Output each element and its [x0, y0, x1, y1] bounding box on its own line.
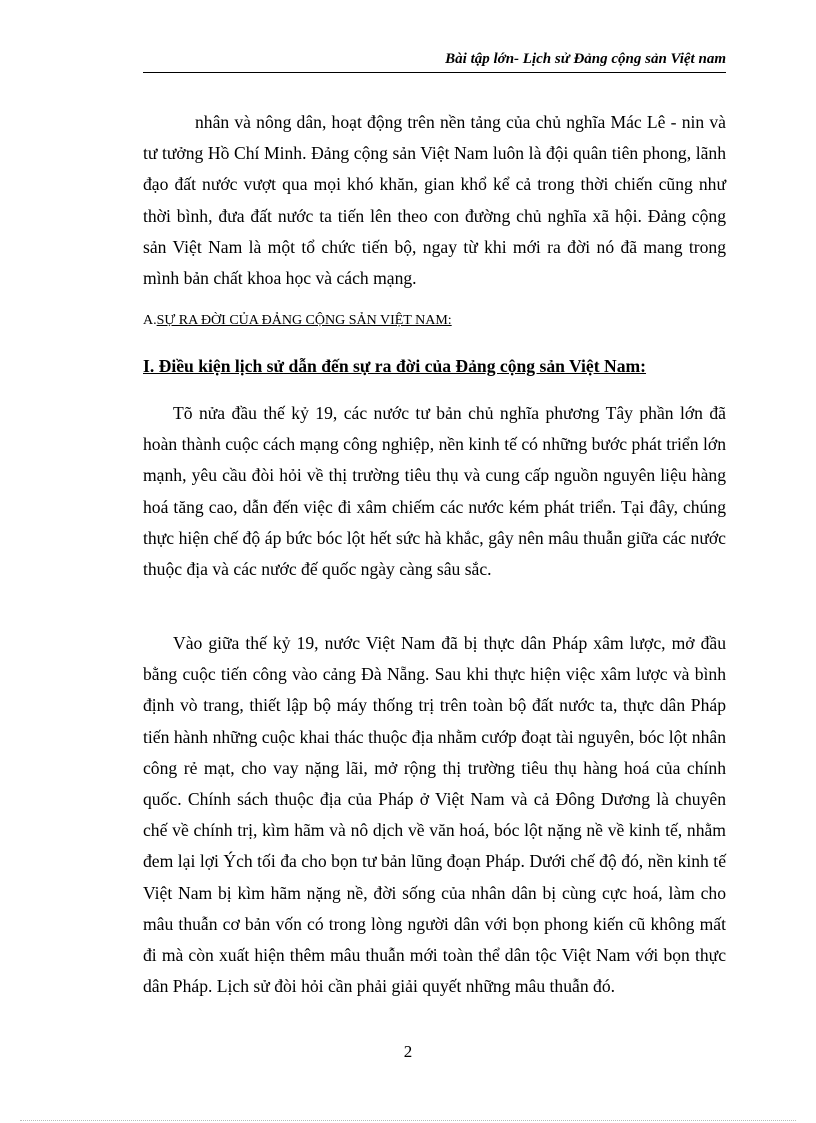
- page-number: 2: [403, 1042, 413, 1061]
- section-a-title: SỰ RA ĐỜI CỦA ĐẢNG CỘNG SẢN VIỆT NAM:: [156, 313, 452, 328]
- page-bottom-divider: [20, 1120, 796, 1121]
- intro-paragraph: nhân và nông dân, hoạt động trên nền tảng của chủ nghĩa Mác Lê - nin và tư tưởng Hồ Chí Minh. Đảng cộng sản Việt Nam luôn là đội quân tiên phong, lãnh đạo đất nước vượt qua mọi khó khăn, gian khổ kể cả trong thời chiến cũng như thời bình, đưa đất nước ta tiến lên theo con đường chủ nghĩa xã hội. Đảng cộng sản Việt Nam là một tổ chức tiến bộ, ngay từ khi mới ra đời nó đã mang trong mình bản chất khoa học và cách mạng.: [143, 112, 726, 289]
- header-title: Bài tập lớn- Lịch sử Đảng cộng sản Việt nam: [445, 51, 726, 67]
- section-a-heading: [143, 313, 452, 329]
- paragraph-french-colonization: Vào giữa thế kỷ 19, nước Việt Nam đã bị thực dân Pháp xâm lược, mở đầu bằng cuộc tiến công vào cảng Đà Nẵng. Sau khi thực hiện việc xâm lược và bình định vò trang, thiết lập bộ máy thống trị trên toàn bộ đất nước ta, thực dân Pháp tiến hành những cuộc khai thác thuộc địa nhằm cướp đoạt tài nguyên, bóc lột nhân công rẻ mạt, cho vay nặng lãi, mở rộng thị trường tiêu thụ hàng hoá của chính quốc. Chính sách thuộc địa của Pháp ở Việt Nam và cả Đông Dương là chuyên chế về chính trị, kìm hãm và nô dịch về văn hoá, bóc lột nặng nề về kinh tế, nhằm đem lại lợi Ých tối đa cho bọn tư bản lũng đoạn Pháp. Dưới chế độ đó, nền kinh tế Việt Nam bị kìm hãm nặng nề, đời sống của nhân dân bị cùng cực hoá, làm cho mâu thuẫn cơ bản vốn có trong lòng người dân với bọn phong kiến cũ không mất đi mà còn xuất hiện thêm mâu thuẫn mới toàn thể dân tộc Việt Nam với bọn thực dân Pháp. Lịch sử đòi hỏi cần phải giải quyết những mâu thuẫn đó.: [143, 633, 726, 997]
- section-1-heading: I. Điều kiện lịch sử dẫn đến sự ra đời của Đảng cộng sản Việt Nam:: [143, 356, 647, 376]
- paragraph-historical-conditions: Tõ nửa đầu thế kỷ 19, các nước tư bản chủ nghĩa phương Tây phần lớn đã hoàn thành cuộc cách mạng công nghiệp, nền kinh tế có những bước phát triển lớn mạnh, yêu cầu đòi hỏi về thị trường tiêu thụ và cung cấp nguồn nguyên liệu hàng hoá tăng cao, dẫn đến việc đi xâm chiếm các nước kém phát triển. Tại đây, chúng thực hiện chế độ áp bức bóc lột hết sức hà khắc, gây nên mâu thuẫn giữa các nước thuộc địa và các nước đế quốc ngày càng sâu sắc.: [143, 403, 726, 580]
- page-header: [143, 50, 726, 73]
- section-a-prefix: A.: [143, 313, 157, 328]
